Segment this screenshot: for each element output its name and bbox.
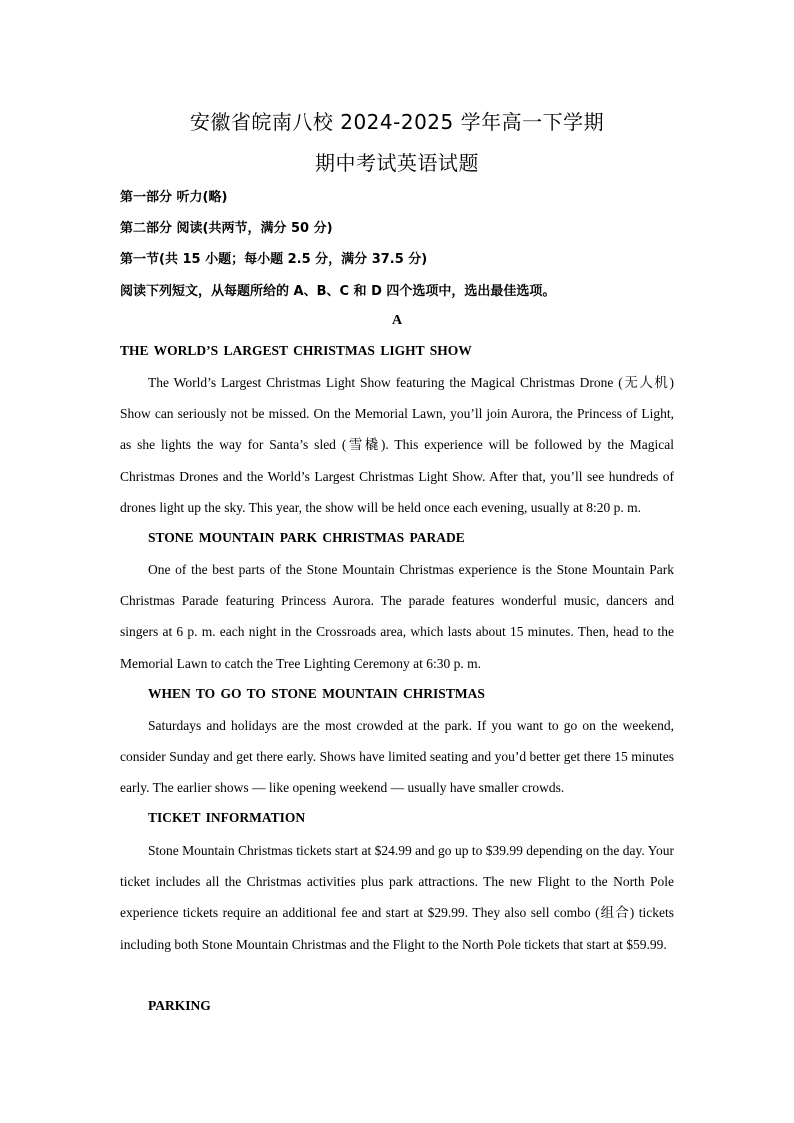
section-heading-light-show: THE WORLD’S LARGEST CHRISTMAS LIGHT SHOW: [120, 343, 472, 358]
section-text-light-show: The World’s Largest Christmas Light Show featuring the Magical Christmas Drone (无人机) Show can seriously not be missed. On the Memorial Lawn, you’ll join Aurora, the Princess of Light, as she lights the way for Santa’s sled (雪橇). This experience will be followed by the Magical Christmas Drones and the World’s Largest Christmas Light Show. After that, you’ll see hundreds of drones light up the sky. This year, the show will be held once each evening, usually at 8:20 p. m.: [120, 375, 674, 515]
reading-directions: 阅读下列短文，从每题所给的 A、B、C 和 D 四个选项中，选出最佳选项。: [120, 284, 556, 299]
section-heading-parking: PARKING: [148, 998, 211, 1013]
section-heading-tickets: TICKET INFORMATION: [148, 810, 306, 825]
exam-title-line2: 期中考试英语试题: [315, 151, 479, 175]
part2-label: 第二部分 阅读(共两节，满分 50 分): [120, 221, 333, 236]
section-text-when-to-go: Saturdays and holidays are the most crowded at the park. If you want to go on the weekend, consider Sunday and get there early. Shows have limited seating and you’d better get there 15 minutes early. The earlier shows — like opening weekend — usually have smaller crowds.: [120, 718, 674, 796]
section-heading-parade: STONE MOUNTAIN PARK CHRISTMAS PARADE: [148, 530, 465, 545]
section-text-parade: One of the best parts of the Stone Mountain Christmas experience is the Stone Mountain Park Christmas Parade featuring Princess Aurora. The parade features wonderful music, dancers and singers at 6 p. m. each night in the Crossroads area, which lasts about 15 minutes. Then, head to the Memorial Lawn to catch the Tree Lighting Ceremony at 6:30 p. m.: [120, 562, 674, 671]
section1-label: 第一节(共 15 小题；每小题 2.5 分，满分 37.5 分): [120, 252, 428, 267]
part1-label: 第一部分 听力(略): [120, 190, 228, 205]
section-text-tickets: Stone Mountain Christmas tickets start at $24.99 and go up to $39.99 depending on the day. Your ticket includes all the Christmas activities plus park attractions. The new Flight to the North Pole experience tickets require an additional fee and start at $29.99. They also sell combo (组合) tickets including both Stone Mountain Christmas and the Flight to the North Pole tickets that start at $59.99.: [120, 843, 674, 952]
exam-title-line1: 安徽省皖南八校 2024-2025 学年高一下学期: [189, 110, 605, 134]
section-heading-when-to-go: WHEN TO GO TO STONE MOUNTAIN CHRISTMAS: [148, 686, 485, 701]
passage-letter: A: [391, 313, 403, 328]
